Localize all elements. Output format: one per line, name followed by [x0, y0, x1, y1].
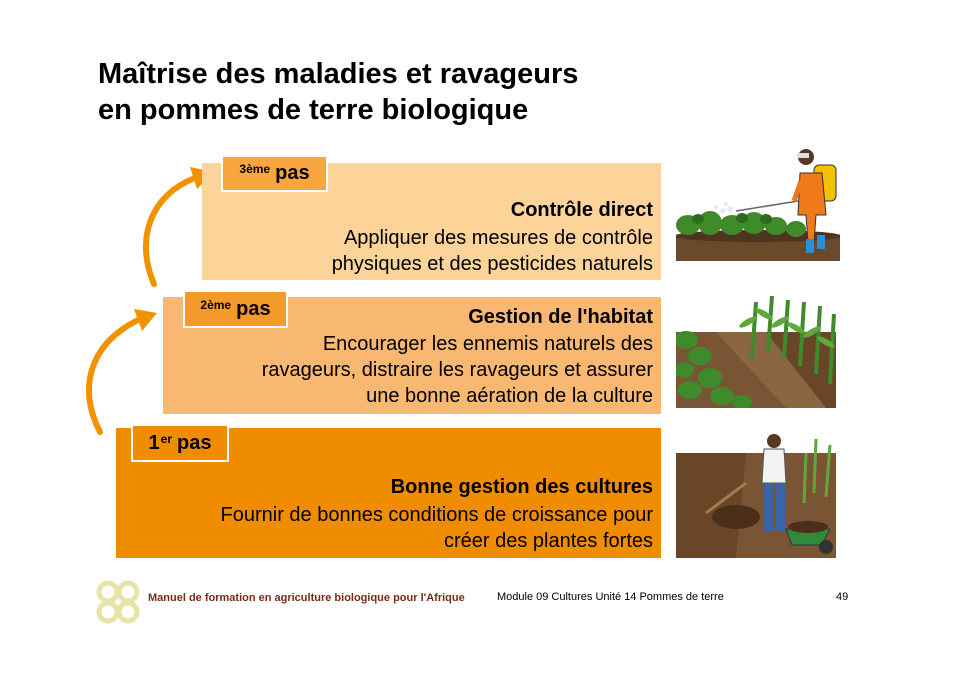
desc-line: une bonne aération de la culture — [366, 385, 653, 407]
intercrop-field-illustration — [676, 292, 836, 408]
step-1-badge — [131, 424, 229, 462]
curved-arrow-icon — [146, 178, 195, 284]
desc-line: ravageurs, distraire les ravageurs et assurer — [261, 359, 653, 381]
step-1-heading: Bonne gestion des cultures — [390, 476, 653, 498]
step-1-description — [221, 502, 653, 554]
step-2-description — [262, 331, 653, 409]
sprayer-farmer-illustration — [676, 143, 840, 261]
desc-line: Fournir de bonnes conditions de croissance pour — [220, 504, 653, 526]
step-3-badge — [221, 155, 328, 192]
step-2-badge — [183, 290, 288, 328]
desc-line: Encourager les ennemis naturels des — [322, 333, 653, 355]
badge-ordinal-sup: er — [160, 432, 172, 446]
desc-line: créer des plantes fortes — [444, 530, 653, 552]
step-3-description — [332, 225, 653, 277]
footer-module: Module 09 Cultures Unité 14 Pommes de terre — [497, 591, 724, 603]
page-number: 49 — [836, 591, 849, 603]
badge-ordinal: 1 — [148, 432, 160, 454]
badge-ordinal: 3ème — [239, 162, 271, 176]
farmer-wheelbarrow-illustration — [676, 433, 836, 558]
desc-line: Appliquer des mesures de contrôle — [343, 227, 653, 249]
badge-word: pas — [275, 162, 310, 184]
badge-word: pas — [177, 432, 212, 454]
desc-line: physiques et des pesticides naturels — [331, 253, 653, 275]
manual-logo-icon — [94, 578, 142, 626]
badge-ordinal: 2ème — [200, 298, 232, 312]
step-2-heading: Gestion de l'habitat — [468, 306, 653, 328]
title-line-1: Maîtrise des maladies et ravageurs — [98, 58, 579, 90]
curved-arrow-icon — [89, 320, 138, 432]
step-3-heading: Contrôle direct — [510, 199, 653, 221]
title-line-2: en pommes de terre biologique — [98, 94, 529, 126]
footer-manual-title: Manuel de formation en agriculture biologique pour l'Afrique — [148, 592, 465, 604]
badge-word: pas — [236, 298, 271, 320]
